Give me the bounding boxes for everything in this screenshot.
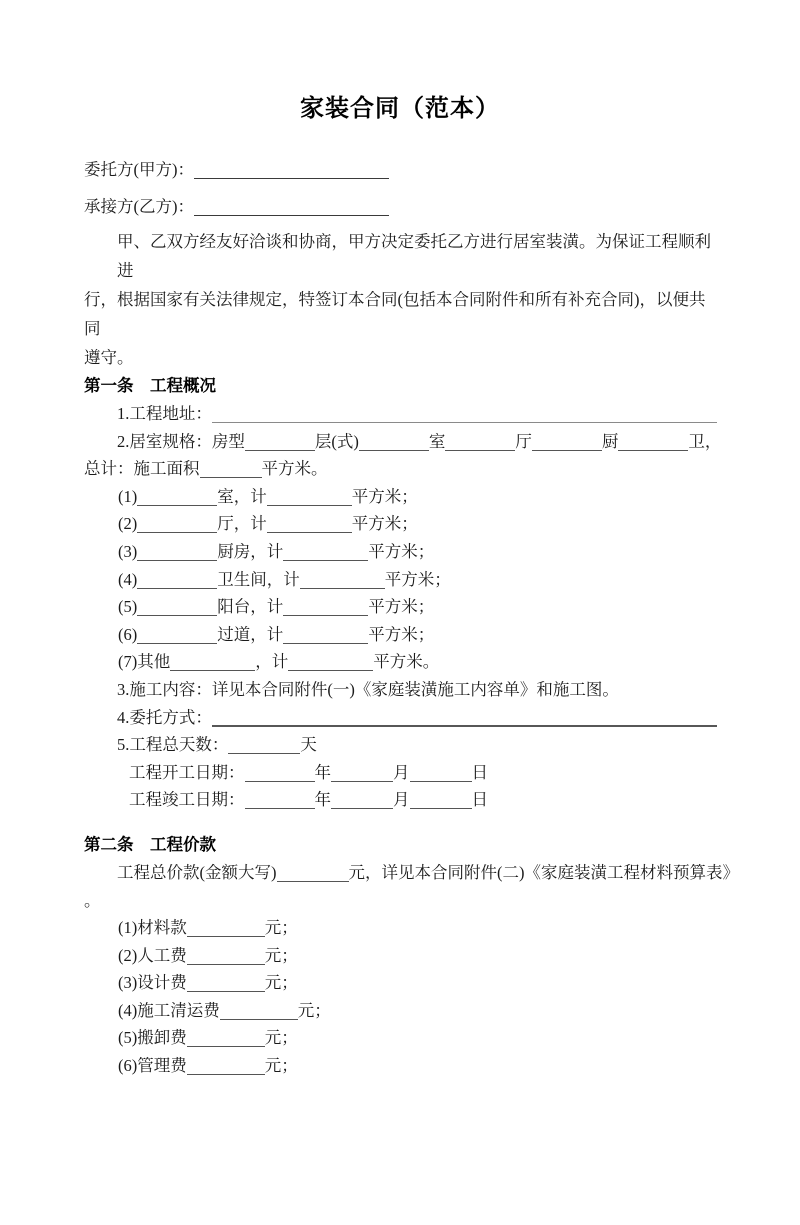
- text-run: 甲、乙双方经友好洽谈和协商，甲方决定委托乙方进行居室装潢。为保证工程顺利进: [117, 232, 711, 280]
- text-run: (4)施工清运费: [118, 1000, 220, 1020]
- text-run: (2): [118, 514, 138, 534]
- text-run: ，计: [255, 652, 289, 672]
- text-run: 3.施工内容：详见本合同附件(一)《家庭装潢施工内容单》和施工图。: [117, 679, 619, 699]
- text-run: 平方米；: [384, 569, 451, 589]
- text-run: (5): [118, 597, 138, 617]
- blank-field: [618, 433, 688, 451]
- text-run: (1): [118, 486, 138, 506]
- text-run: 平方米；: [351, 514, 418, 534]
- cost-line-1: [84, 914, 716, 942]
- text-run: (4): [118, 569, 138, 589]
- text-run: 承接方(乙方)：: [84, 197, 194, 216]
- blank-field: [137, 599, 217, 617]
- text-run: 层(式): [314, 431, 359, 451]
- blank-field: [283, 599, 368, 617]
- text-run: 卫生间，计: [217, 569, 300, 589]
- text-run: 工程竣工日期：: [129, 790, 245, 810]
- blank-field: [212, 406, 717, 424]
- text-run: (5)搬卸费: [118, 1028, 187, 1048]
- blank-field: [532, 433, 602, 451]
- text-run: 元；: [264, 918, 298, 938]
- room-line-4: [84, 566, 716, 594]
- blank-field: [137, 543, 217, 561]
- text-run: 总计：施工面积: [84, 459, 200, 479]
- blank-field: [187, 1030, 265, 1048]
- blank-field: [245, 792, 315, 810]
- blank-field: [228, 737, 300, 755]
- text-run: 工程总价款(金额大写): [117, 862, 277, 882]
- text-run: 元，详见本合同附件(二)《家庭装潢工程材料预算表》: [348, 862, 739, 882]
- blank-field: [331, 792, 393, 810]
- text-run: 厨房，计: [217, 541, 284, 561]
- room-line-7: [84, 648, 716, 676]
- blank-field: [267, 488, 352, 506]
- text-run: 平方米；: [368, 541, 435, 561]
- text-run: 元；: [297, 1000, 331, 1020]
- blank-field: [137, 488, 217, 506]
- text-run: 日: [471, 762, 488, 782]
- cost-line-6: [84, 1052, 716, 1080]
- text-run: 委托方(甲方)：: [84, 160, 194, 179]
- section1-item-2: [84, 428, 722, 456]
- cost-line-4: [84, 997, 716, 1025]
- text-run: 4.委托方式：: [117, 707, 212, 727]
- section2-total-price: [84, 859, 739, 887]
- blank-field: [137, 626, 217, 644]
- text-run: 元；: [264, 1028, 298, 1048]
- text-run: 年: [314, 790, 331, 810]
- section2-total-period: [84, 887, 716, 915]
- party-b-line: [84, 188, 716, 225]
- text-run: 元；: [264, 973, 298, 993]
- section1-heading: [84, 372, 716, 400]
- blank-field: [300, 571, 385, 589]
- document-body: [84, 151, 739, 1080]
- blank-field: [187, 920, 265, 938]
- text-run: 厅: [515, 431, 532, 451]
- text-run: 天: [300, 735, 317, 755]
- text-run: 厅，计: [217, 514, 267, 534]
- blank-field: [187, 975, 265, 993]
- blank-field: [267, 516, 352, 534]
- text-run: 。: [84, 890, 101, 910]
- text-run: 行，根据国家有关法律规定，特签订本合同(包括本合同附件和所有补充合同)，以便共同: [84, 290, 706, 338]
- blank-field: [245, 433, 315, 451]
- cost-line-3: [84, 969, 716, 997]
- text-run: 月: [393, 790, 410, 810]
- blank-field: [359, 433, 429, 451]
- text-run: 平方米；: [368, 624, 435, 644]
- section1-total: [84, 455, 716, 483]
- text-run: 日: [471, 790, 488, 810]
- blank-field: [137, 516, 217, 534]
- blank-field: [410, 792, 472, 810]
- section1-item-4: [84, 704, 716, 732]
- blank-field: [410, 764, 472, 782]
- section2-heading: [84, 831, 716, 859]
- blank-field: [331, 764, 393, 782]
- contract-page: [0, 93, 800, 1225]
- cost-line-2: [84, 942, 716, 970]
- blank-field: [283, 543, 368, 561]
- text-run: (6)管理费: [118, 1056, 187, 1076]
- blank-field: [445, 433, 515, 451]
- text-run: 室，计: [217, 486, 267, 506]
- intro-line-1: [84, 227, 716, 285]
- text-run: 月: [393, 762, 410, 782]
- text-run: 过道，计: [217, 624, 284, 644]
- text-run: (1)材料款: [118, 918, 187, 938]
- text-run: 遵守。: [84, 348, 134, 367]
- text-run: 卫，: [688, 431, 722, 451]
- text-run: 5.工程总天数：: [117, 735, 229, 755]
- blank-field: [187, 1058, 265, 1076]
- text-run: (3)设计费: [118, 973, 187, 993]
- intro-line-2: [84, 285, 716, 343]
- text-run: 元；: [264, 1056, 298, 1076]
- text-run: (7)其他: [118, 652, 171, 672]
- text-run: 2.居室规格：房型: [117, 431, 245, 451]
- blank-field: [277, 864, 349, 882]
- blank-field: [187, 947, 265, 965]
- section1-item-5: [84, 731, 716, 759]
- blank-field: [137, 571, 217, 589]
- end-date-line: [84, 786, 716, 814]
- room-line-3: [84, 538, 716, 566]
- start-date-line: [84, 759, 716, 787]
- text-run: 阳台，计: [217, 597, 284, 617]
- text-run: 室: [428, 431, 446, 451]
- text-run: 平方米。: [373, 652, 440, 672]
- text-run: 年: [314, 762, 331, 782]
- room-line-1: [84, 483, 716, 511]
- blank-field: [283, 626, 368, 644]
- text-run: (3): [118, 541, 138, 561]
- blank-field: [194, 199, 389, 217]
- section1-item-1: [84, 400, 716, 428]
- blank-field: [212, 708, 717, 727]
- room-line-5: [84, 593, 716, 621]
- text-run: 工程开工日期：: [129, 762, 245, 782]
- blank-field: [170, 654, 255, 672]
- text-run: 平方米；: [368, 597, 435, 617]
- text-run: 元；: [264, 945, 298, 965]
- text-run: (2)人工费: [118, 945, 187, 965]
- blank-field: [245, 764, 315, 782]
- room-line-6: [84, 621, 716, 649]
- text-run: 平方米；: [351, 486, 418, 506]
- intro-line-3: [84, 343, 716, 372]
- party-a-line: [84, 151, 716, 188]
- room-line-2: [84, 510, 716, 538]
- text-run: 1.工程地址：: [117, 404, 212, 423]
- text-run: 平方米。: [261, 459, 328, 479]
- section1-item-3: [84, 676, 716, 704]
- blank-field: [288, 654, 373, 672]
- page-title: 家装合同（范本）: [300, 96, 500, 122]
- blank-field: [200, 461, 262, 479]
- text-run: 第二条 工程价款: [84, 834, 216, 854]
- text-run: 厨: [601, 431, 619, 451]
- text-run: 第一条 工程概况: [84, 376, 216, 395]
- cost-line-5: [84, 1024, 716, 1052]
- blank-field: [194, 162, 389, 180]
- blank-field: [220, 1002, 298, 1020]
- text-run: (6): [118, 624, 138, 644]
